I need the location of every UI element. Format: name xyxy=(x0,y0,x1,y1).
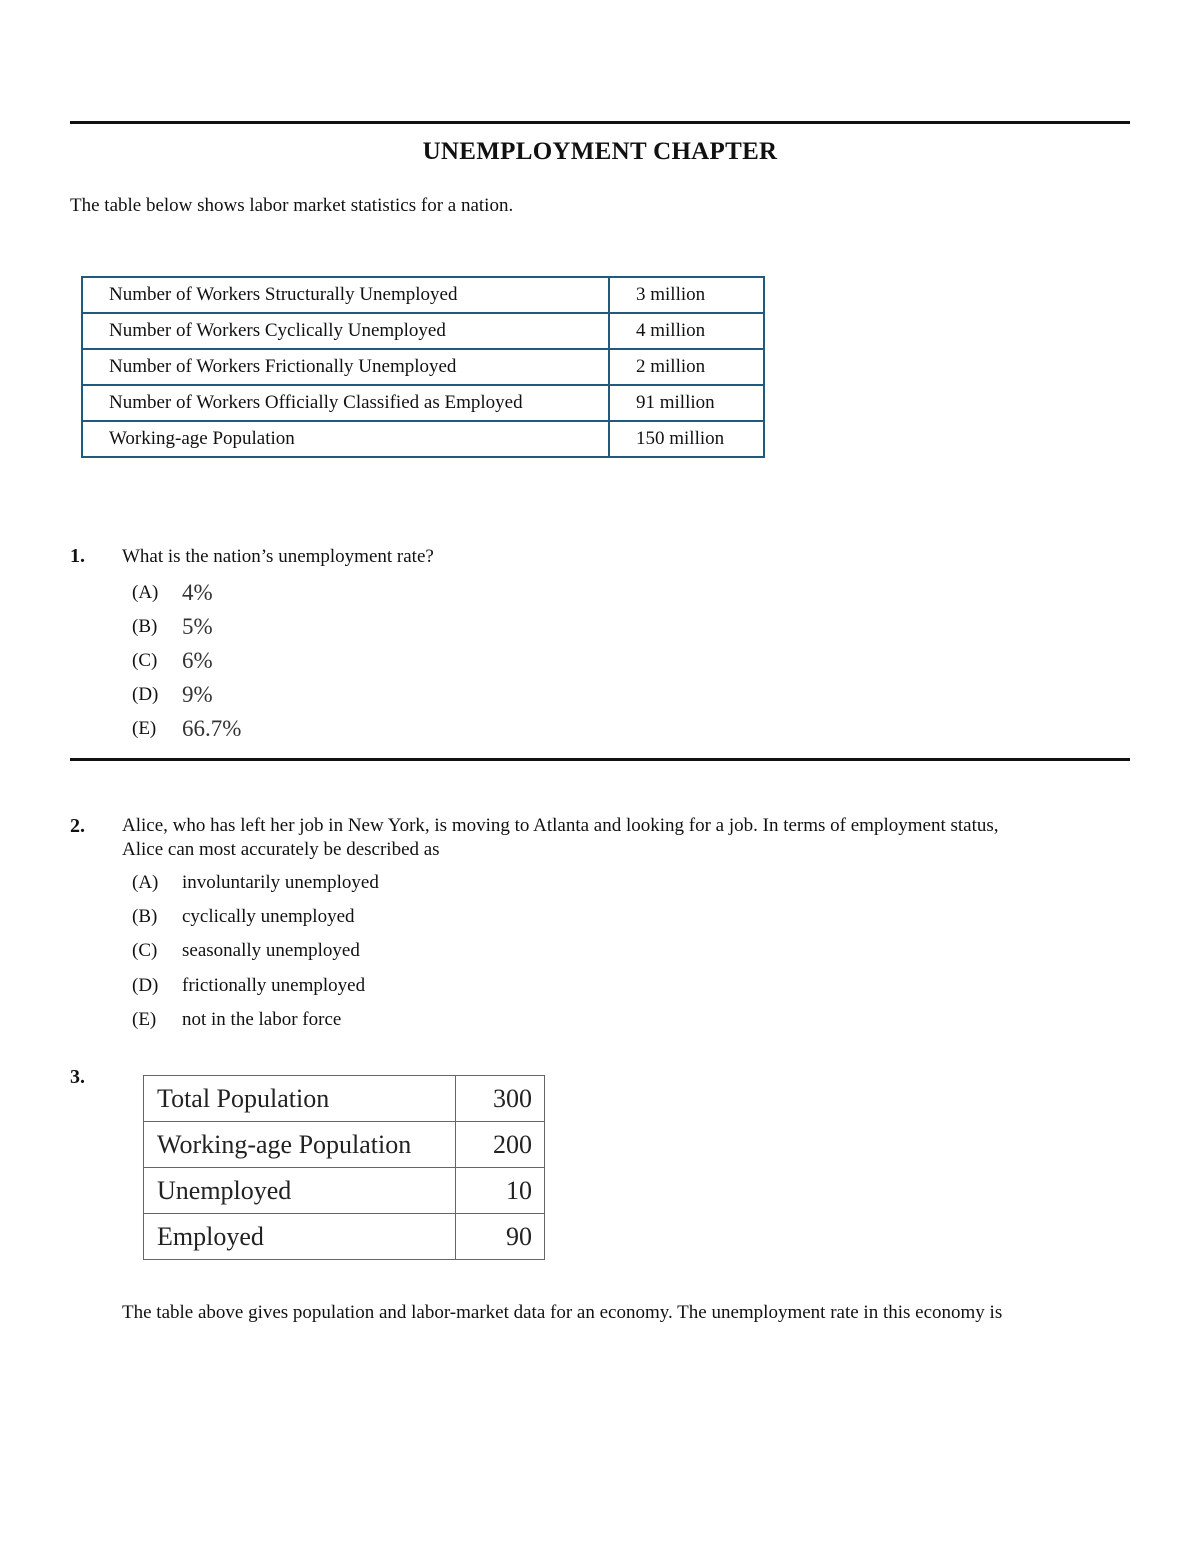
option-text: cyclically unemployed xyxy=(182,906,355,927)
population-table xyxy=(143,1075,545,1260)
table-row xyxy=(144,1122,545,1168)
option-text: 9% xyxy=(182,682,213,707)
question-1-option-c xyxy=(132,646,213,676)
table-cell-label: Number of Workers Structurally Unemployed xyxy=(82,277,609,313)
option-letter: (E) xyxy=(132,718,157,739)
option-text: involuntarily unemployed xyxy=(182,872,379,893)
option-letter: (B) xyxy=(132,616,158,637)
question-1-text: What is the nation’s unemployment rate? xyxy=(122,546,434,567)
table-cell-label: Number of Workers Officially Classified as Employed xyxy=(82,385,609,421)
table-cell-label: Unemployed xyxy=(144,1168,456,1214)
table-cell-label: Working-age Population xyxy=(144,1122,456,1168)
table-row xyxy=(144,1168,545,1214)
table-cell-label: Working-age Population xyxy=(82,421,609,457)
option-letter: (C) xyxy=(132,940,158,961)
option-text: 66.7% xyxy=(182,716,242,741)
question-2-option-b xyxy=(132,902,355,932)
option-text: seasonally unemployed xyxy=(182,940,360,961)
table-cell-value: 200 xyxy=(456,1122,545,1168)
table-row xyxy=(82,385,764,421)
question-2-number: 2. xyxy=(70,815,85,837)
page-title: UNEMPLOYMENT CHAPTER xyxy=(422,138,778,165)
top-rule xyxy=(70,121,1130,124)
question-1-option-b xyxy=(132,612,213,642)
option-text: 5% xyxy=(182,614,213,639)
table-cell-value: 2 million xyxy=(609,349,764,385)
labor-statistics-table xyxy=(81,276,765,458)
question-1-option-a xyxy=(132,578,213,608)
question-2-text-line-1: Alice, who has left her job in New York, is moving to Atlanta and looking for a job. In terms of employment status, xyxy=(122,815,999,836)
option-letter: (A) xyxy=(132,582,159,603)
table-row xyxy=(144,1214,545,1260)
question-2-option-a xyxy=(132,868,379,898)
question-3-number: 3. xyxy=(70,1066,85,1088)
question-2-text xyxy=(122,814,999,862)
intro-text: The table below shows labor market statistics for a nation. xyxy=(70,195,514,216)
table-row xyxy=(82,277,764,313)
table-cell-value: 300 xyxy=(456,1076,545,1122)
table-cell-value: 3 million xyxy=(609,277,764,313)
option-letter: (E) xyxy=(132,1009,157,1030)
section-rule xyxy=(70,758,1130,761)
question-1-option-d xyxy=(132,680,213,710)
question-3-text: The table above gives population and labor-market data for an economy. The unemployment rate in this economy is xyxy=(122,1302,1003,1323)
question-2-option-d xyxy=(132,971,365,1001)
option-text: not in the labor force xyxy=(182,1009,342,1030)
table-cell-value: 91 million xyxy=(609,385,764,421)
option-text: frictionally unemployed xyxy=(182,975,366,996)
question-2-text-line-2: Alice can most accurately be described as xyxy=(122,839,440,860)
option-text: 4% xyxy=(182,580,213,605)
question-1-option-e xyxy=(132,714,241,744)
table-row xyxy=(144,1076,545,1122)
table-cell-value: 4 million xyxy=(609,313,764,349)
table-cell-label: Number of Workers Cyclically Unemployed xyxy=(82,313,609,349)
option-letter: (C) xyxy=(132,650,158,671)
question-2-option-e xyxy=(132,1005,341,1035)
table-row xyxy=(82,313,764,349)
table-cell-value: 150 million xyxy=(609,421,764,457)
table-cell-label: Number of Workers Frictionally Unemployed xyxy=(82,349,609,385)
option-letter: (D) xyxy=(132,684,159,705)
option-letter: (B) xyxy=(132,906,158,927)
option-letter: (A) xyxy=(132,872,159,893)
table-cell-label: Employed xyxy=(144,1214,456,1260)
table-cell-value: 10 xyxy=(456,1168,545,1214)
table-cell-label: Total Population xyxy=(144,1076,456,1122)
table-row xyxy=(82,421,764,457)
question-1-number: 1. xyxy=(70,545,85,567)
table-row xyxy=(82,349,764,385)
question-2-option-c xyxy=(132,936,360,966)
option-letter: (D) xyxy=(132,975,159,996)
option-text: 6% xyxy=(182,648,213,673)
table-cell-value: 90 xyxy=(456,1214,545,1260)
